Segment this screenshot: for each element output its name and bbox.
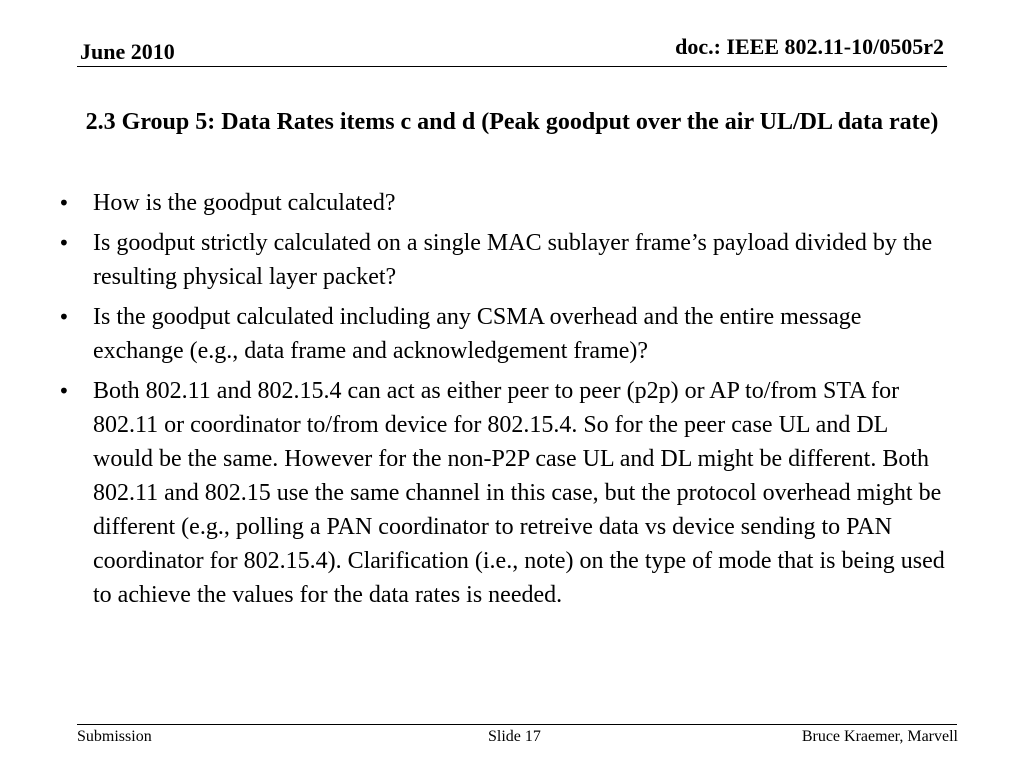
bullet-icon: • — [58, 379, 70, 403]
slide-title: 2.3 Group 5: Data Rates items c and d (Peak goodput over the air UL/DL data rate) — [85, 109, 939, 135]
bullet-icon: • — [58, 231, 70, 255]
bullet-text: Is goodput strictly calculated on a single MAC sublayer frame’s payload divided by the resulting physical layer packet? — [93, 230, 933, 290]
bullet-item — [58, 300, 948, 368]
bullet-icon: • — [58, 305, 70, 329]
bullet-item — [58, 374, 948, 612]
header-divider — [77, 66, 947, 67]
bullet-text: How is the goodput calculated? — [93, 190, 396, 216]
bullet-item — [58, 186, 948, 220]
header-date: June 2010 — [80, 39, 175, 64]
footer-divider — [77, 724, 957, 725]
bullet-icon: • — [58, 191, 70, 215]
bullet-list — [58, 186, 948, 618]
slide-number: Slide 17 — [488, 728, 541, 745]
document-id: doc.: IEEE 802.11-10/0505r2 — [675, 34, 944, 59]
bullet-item — [58, 226, 948, 294]
bullet-text: Both 802.11 and 802.15.4 can act as either peer to peer (p2p) or AP to/from STA for 802.11 or coordinator to/from device for 802.15.4. So for the peer case UL and DL would be the same. However for the non-P2P case UL and DL might be different. Both 802.11 and 802.15 use the same channel in this case, but the protocol overhead might be different (e.g., polling a PAN coordinator to retreive data vs device sending to PAN coordinator for 802.15.4). Clarification (i.e., note) on the type of mode that is being used to achieve the values for the data rates is needed. — [93, 378, 945, 608]
footer-author: Bruce Kraemer, Marvell — [801, 728, 958, 745]
footer-submission: Submission — [77, 728, 152, 745]
bullet-text: Is the goodput calculated including any CSMA overhead and the entire message exchange (e.g., data frame and acknowledgement frame)? — [93, 304, 862, 364]
